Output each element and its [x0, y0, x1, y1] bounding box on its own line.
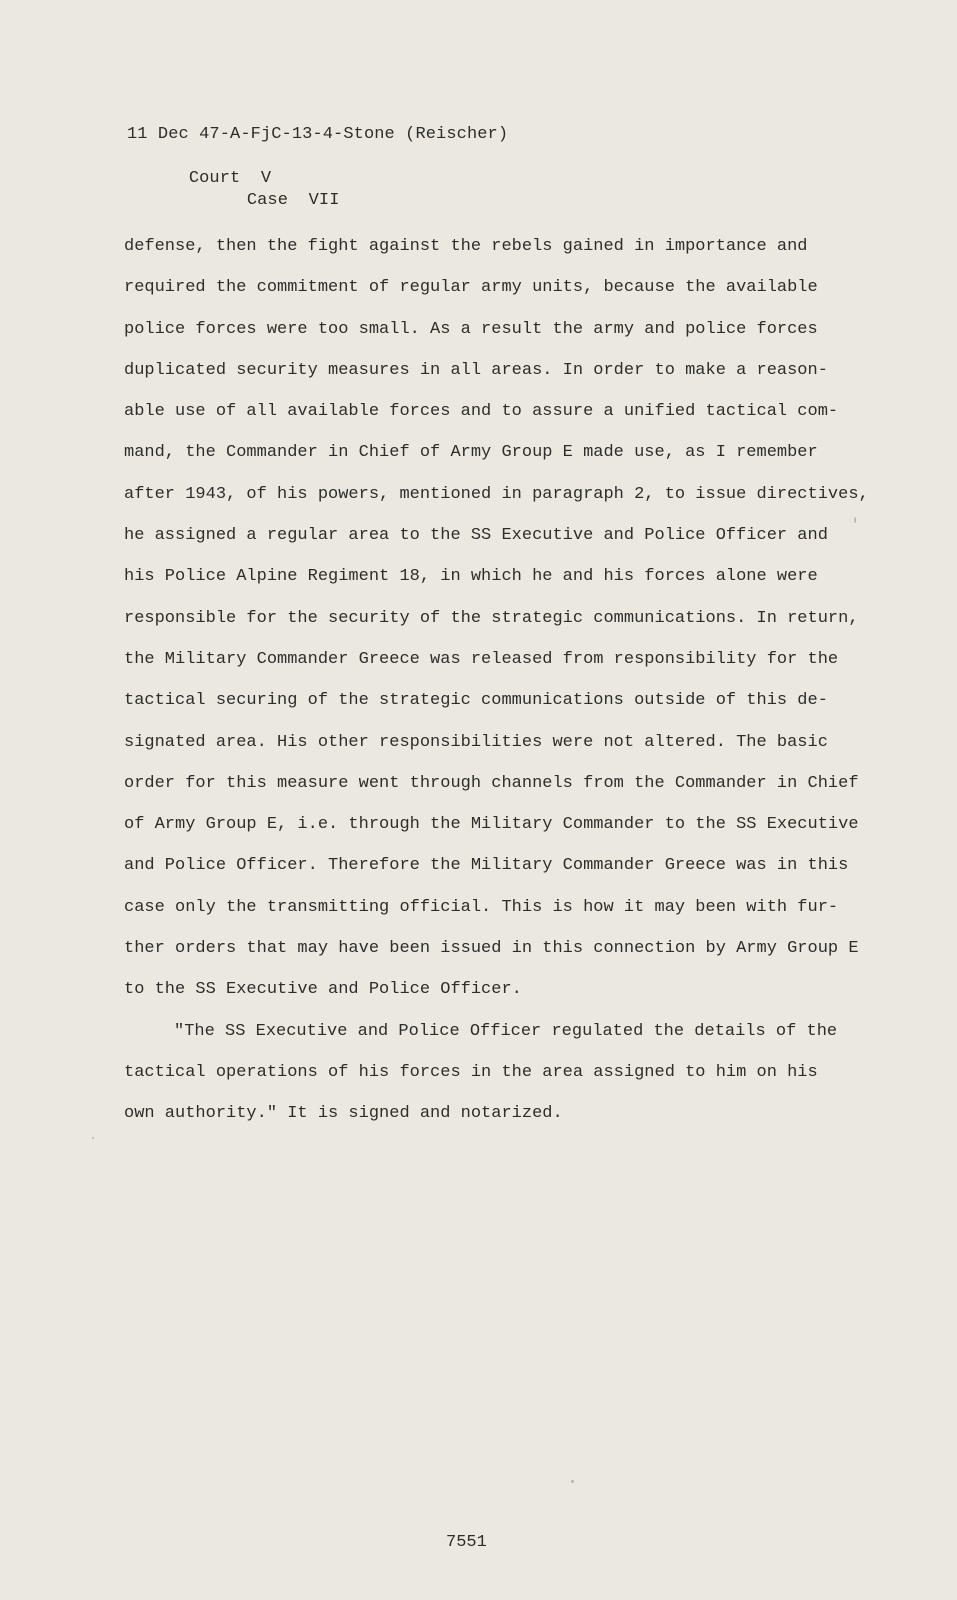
- case-label: Case VII: [246, 191, 340, 210]
- transcript-reference: 11 Dec 47-A-FjC-13-4-Stone (Reischer): [127, 125, 509, 144]
- text-line: case only the transmitting official. This is how it may been with fur-: [124, 897, 839, 917]
- text-line: his Police Alpine Regiment 18, in which he and his forces alone were: [124, 567, 818, 587]
- document-header: [127, 124, 508, 234]
- text-line: of Army Group E, i.e. through the Military Commander to the SS Executive: [124, 815, 859, 835]
- text-line: order for this measure went through channels from the Commander in Chief: [124, 773, 859, 793]
- text-line: duplicated security measures in all areas. In order to make a reason-: [124, 360, 828, 380]
- text-line: defense, then the fight against the rebels gained in importance and: [124, 237, 808, 256]
- page-number: 7551: [446, 1533, 487, 1552]
- text-line: police forces were too small. As a result the army and police forces: [124, 319, 818, 339]
- text-line: tactical operations of his forces in the area assigned to him on his: [124, 1062, 818, 1082]
- text-line: ther orders that may have been issued in this connection by Army Group E: [124, 939, 859, 959]
- paper-speck: [854, 517, 856, 523]
- text-line: after 1943, of his powers, mentioned in paragraph 2, to issue directives,: [124, 484, 869, 504]
- text-line: the Military Commander Greece was released from responsibility for the: [124, 649, 839, 669]
- text-line: tactical securing of the strategic communications outside of this de-: [124, 691, 828, 711]
- text-line: signated area. His other responsibilities were not altered. The basic: [124, 732, 828, 752]
- text-line: required the commitment of regular army units, because the available: [124, 278, 818, 298]
- text-line: responsible for the security of the strategic communications. In return,: [124, 608, 859, 628]
- text-line: to the SS Executive and Police Officer.: [124, 980, 522, 1000]
- paper-speck: [571, 1480, 574, 1483]
- court-case-line: [127, 146, 508, 234]
- text-line: able use of all available forces and to assure a unified tactical com-: [124, 402, 839, 422]
- text-line: own authority." It is signed and notarized.: [124, 1104, 563, 1124]
- court-label: Court V: [188, 169, 272, 188]
- text-line: mand, the Commander in Chief of Army Group E made use, as I remember: [124, 443, 818, 463]
- text-line: "The SS Executive and Police Officer regulated the details of the: [174, 1021, 838, 1041]
- paper-speck: [92, 1137, 94, 1139]
- text-line: and Police Officer. Therefore the Military Commander Greece was in this: [124, 856, 849, 876]
- transcript-body: [124, 226, 894, 1135]
- text-line: he assigned a regular area to the SS Executive and Police Officer and: [124, 526, 828, 546]
